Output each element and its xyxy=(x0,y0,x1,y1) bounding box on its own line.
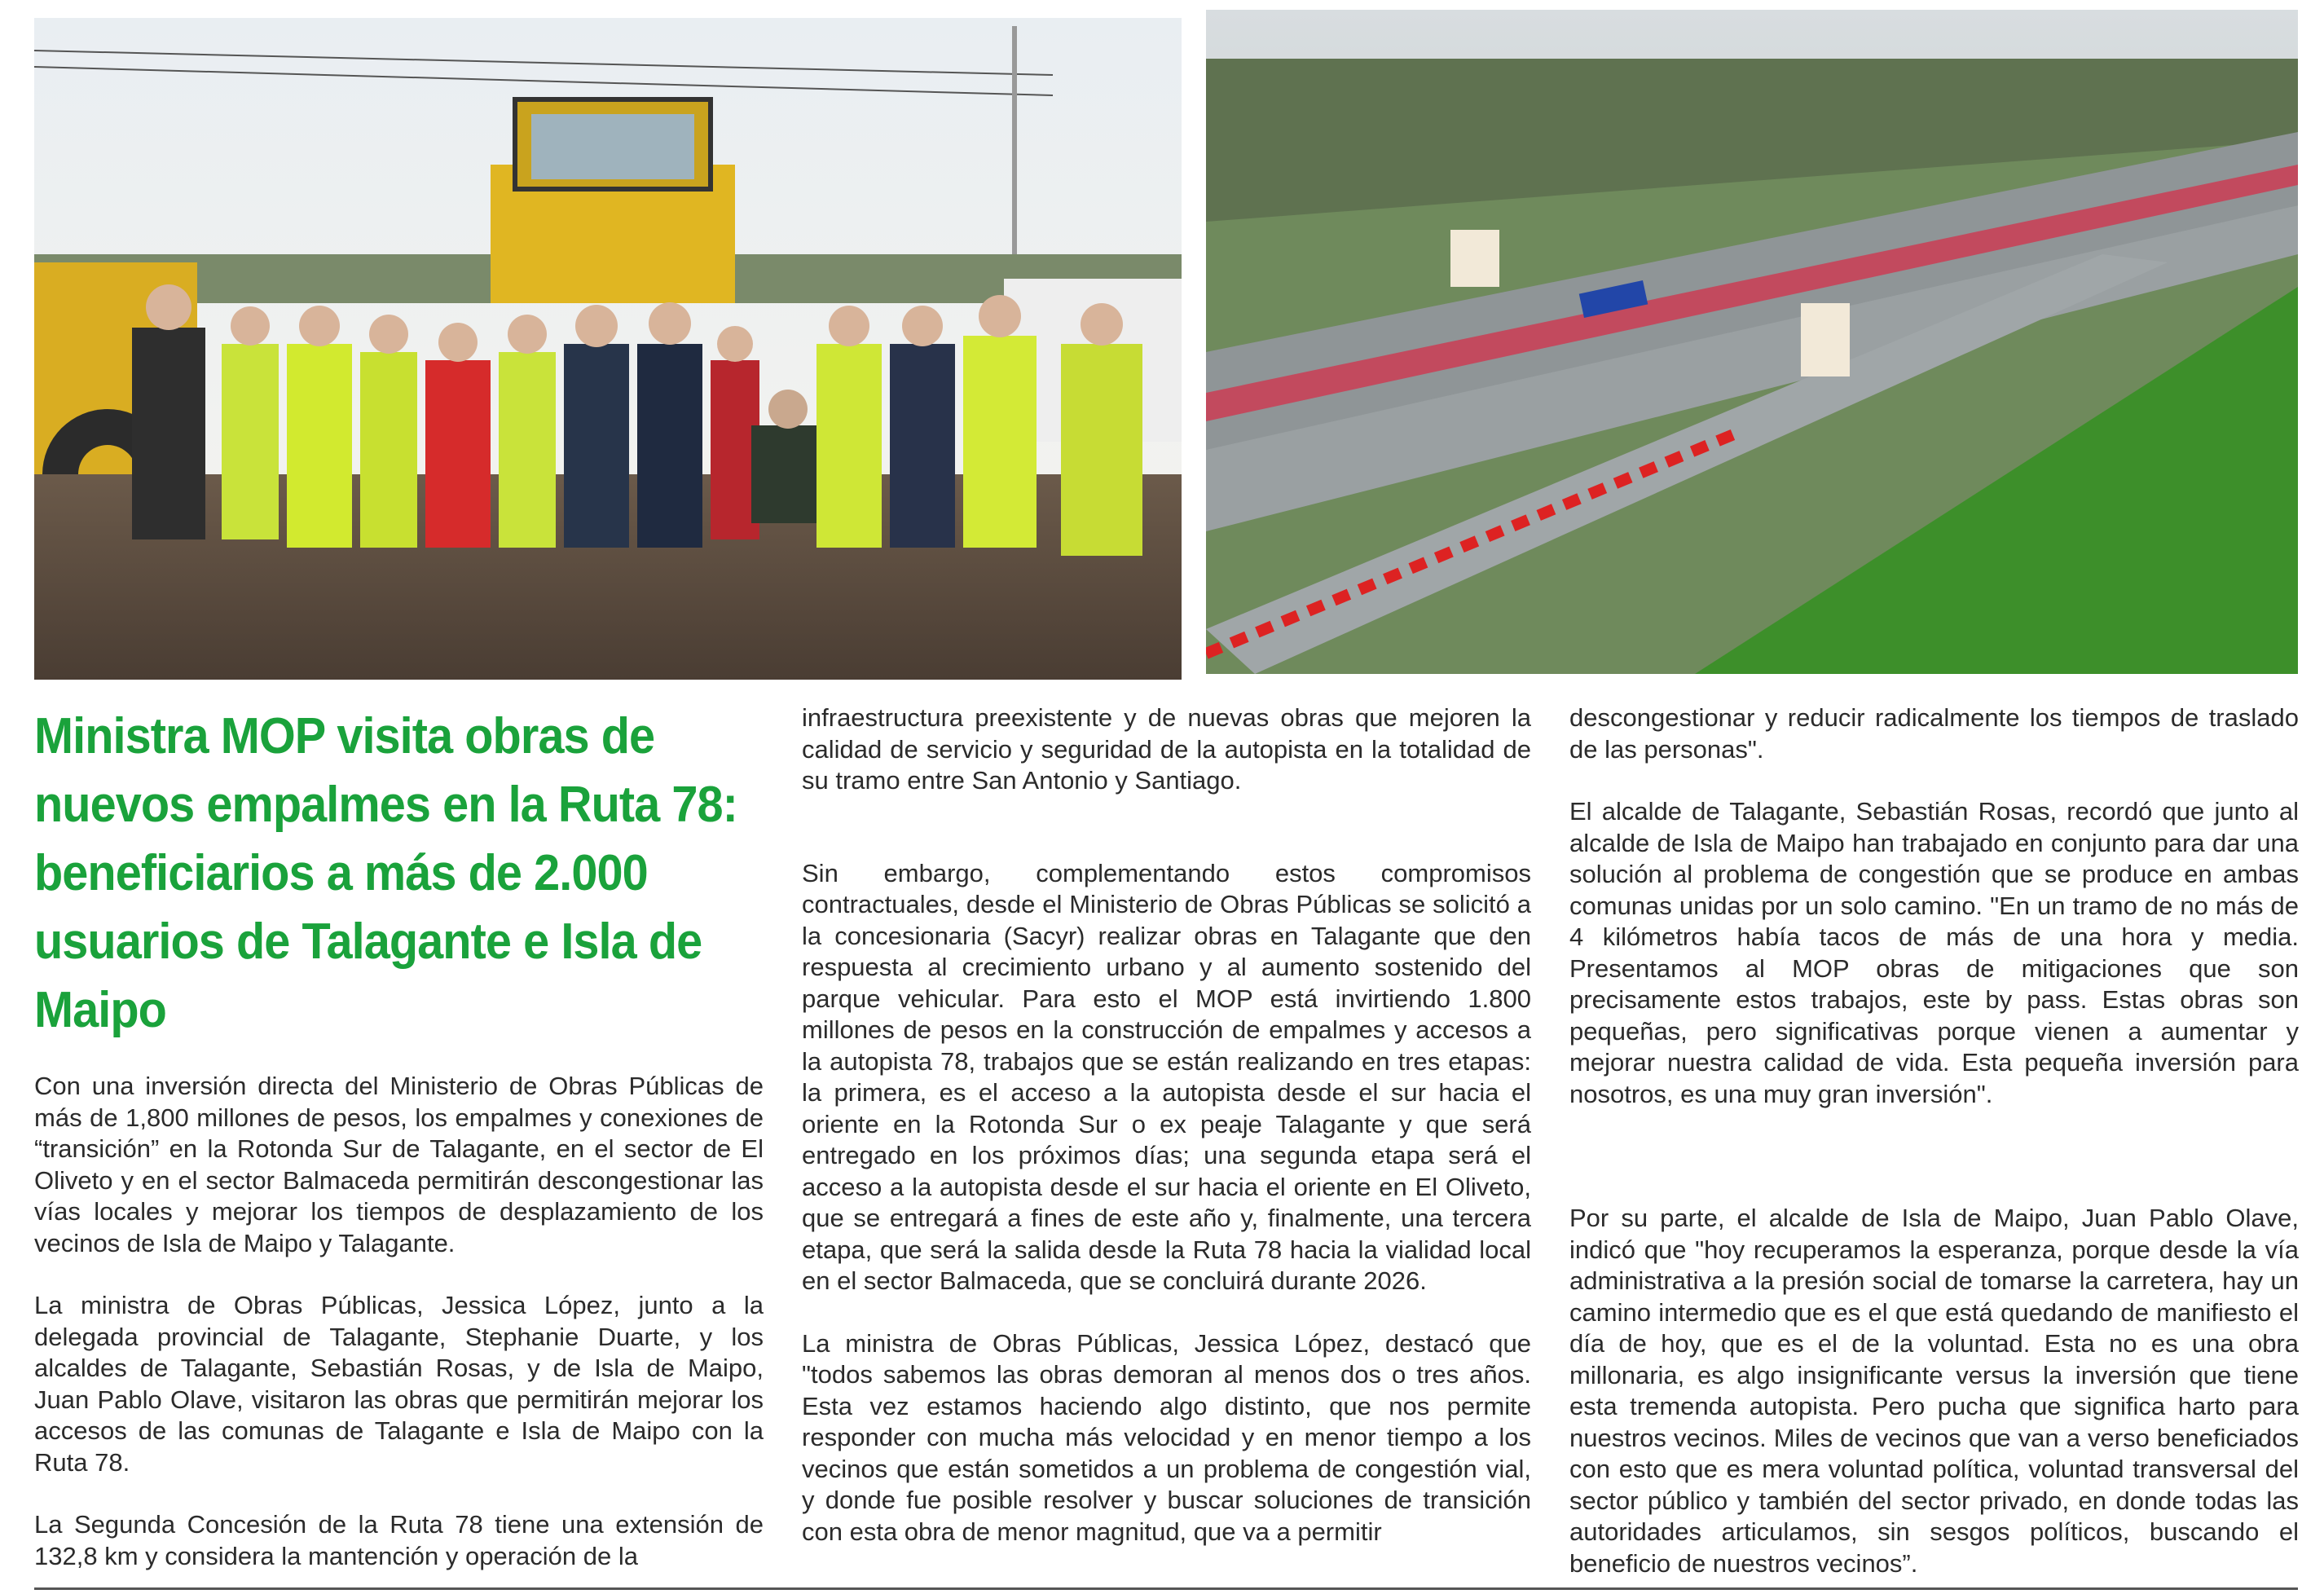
paragraph: La ministra de Obras Públicas, Jessica López, destacó que "todos sabemos las obras demoran al menos dos o tres años. Esta vez estamos haciendo algo distinto, que nos permite responder con mucha más velocidad y en menor tiempo a los vecinos que están sometidos a un problema de congestión vial, y donde fue posible resolver y buscar soluciones de transición con esta obra de menor magnitud, que va a permitir xyxy=(802,1328,1531,1546)
paragraph: infraestructura preexistente y de nuevas obras que mejoren la calidad de servicio y seguridad de la autopista en la totalidad de su tramo entre San Antonio y Santiago. xyxy=(802,703,1531,795)
aerial-highway-illustration xyxy=(1206,10,2298,674)
paragraph: Con una inversión directa del Ministerio de Obras Públicas de más de 1,800 millones de pesos, los empalmes y conexiones de “transición” en la Rotonda Sur de Talagante, en el sector de El Oliveto y en el sector Balmaceda permitirán descongestionar las vías locales y mejorar los tiempos de desplazamiento de los vecinos de Isla de Maipo y Talagante. xyxy=(34,1072,764,1257)
article-column-2 xyxy=(802,702,1531,1548)
article-headline: Ministra MOP visita obras de nuevos empalmes en la Ruta 78: beneficiarios a más de 2.000 usuarios de Talagante e Isla de Maipo xyxy=(34,708,737,1038)
article-column-1 xyxy=(34,702,764,1572)
bottom-divider xyxy=(34,1587,2298,1590)
photo-group-construction xyxy=(34,18,1182,680)
paragraph: Por su parte, el alcalde de Isla de Maipo, Juan Pablo Olave, indicó que "hoy recuperamos la esperanza, porque desde la vía administrativa a la presión social de tomarse la carretera, hay un camino intermedio que es el que está quedando de manifiesto el día de hoy, que es el de la voluntad. Esta no es una obra millonaria, es algo insignificante versus la inversión que tiene esta tremenda autopista. Pero pucha que significa harto para nuestros vecinos. Miles de vecinos que van a verso beneficiados con esto que es mera voluntad política, voluntad transversal del sector público y también del sector privado, en donde todas las autoridades articulamos, sin sesgos políticos, buscando el beneficio de nuestros vecinos”. xyxy=(1569,1204,2299,1578)
paragraph: La ministra de Obras Públicas, Jessica López, junto a la delegada provincial de Talagante, Stephanie Duarte, y los alcaldes de Talagante, Sebastián Rosas, y de Isla de Maipo, Juan Pablo Olave, visitaron las obras que permitirán mejorar los accesos de las comunas de Talagante e Isla de Maipo con la Ruta 78. xyxy=(34,1291,764,1477)
paragraph: El alcalde de Talagante, Sebastián Rosas, recordó que junto al alcalde de Isla de Maipo han trabajado en conjunto para dar una solución al problema de congestión que se produce en ambas comunas unidas por un solo camino. "En un tramo de no más de 4 kilómetros había tacos de más de una hora y media. Presentamos al MOP obras de mitigaciones que son precisamente estos trabajos, este by pass. Estas obras son pequeñas, pero significativas porque vienen a aumentar y mejorar nuestra calidad de vida. Esta pequeña inversión para nosotros, es una muy gran inversión". xyxy=(1569,797,2299,1108)
article-column-3 xyxy=(1569,702,2299,1579)
photo-aerial-highway xyxy=(1206,10,2298,674)
paragraph: Sin embargo, complementando estos compromisos contractuales, desde el Ministerio de Obras Públicas se solicitó a la concesionaria (Sacyr) realizar obras en Talagante que den respuesta al crecimiento urbano y al aumento sostenido del parque vehicular. Para esto el MOP está invirtiendo 1.800 millones de pesos en la construcción de empalmes y accesos a la autopista 78, trabajos que se están realizando en tres etapas: la primera, es el acceso a la autopista desde el sur hacia el oriente en la Rotonda Sur o ex peaje Talagante y que será entregado en los próximos días; una segunda etapa será el acceso a la autopista desde el sur hacia el oriente en El Oliveto, que se entregará a fines de este año y, finalmente, una tercera etapa, que será la salida desde la Ruta 78 hacia la vialidad local en el sector Balmaceda, que se concluirá durante 2026. xyxy=(802,858,1531,1295)
paragraph: La Segunda Concesión de la Ruta 78 tiene una extensión de 132,8 km y considera la mantención y operación de la xyxy=(34,1510,764,1570)
paragraph: descongestionar y reducir radicalmente los tiempos de traslado de las personas". xyxy=(1569,703,2299,764)
group-photo-illustration xyxy=(34,18,1182,680)
